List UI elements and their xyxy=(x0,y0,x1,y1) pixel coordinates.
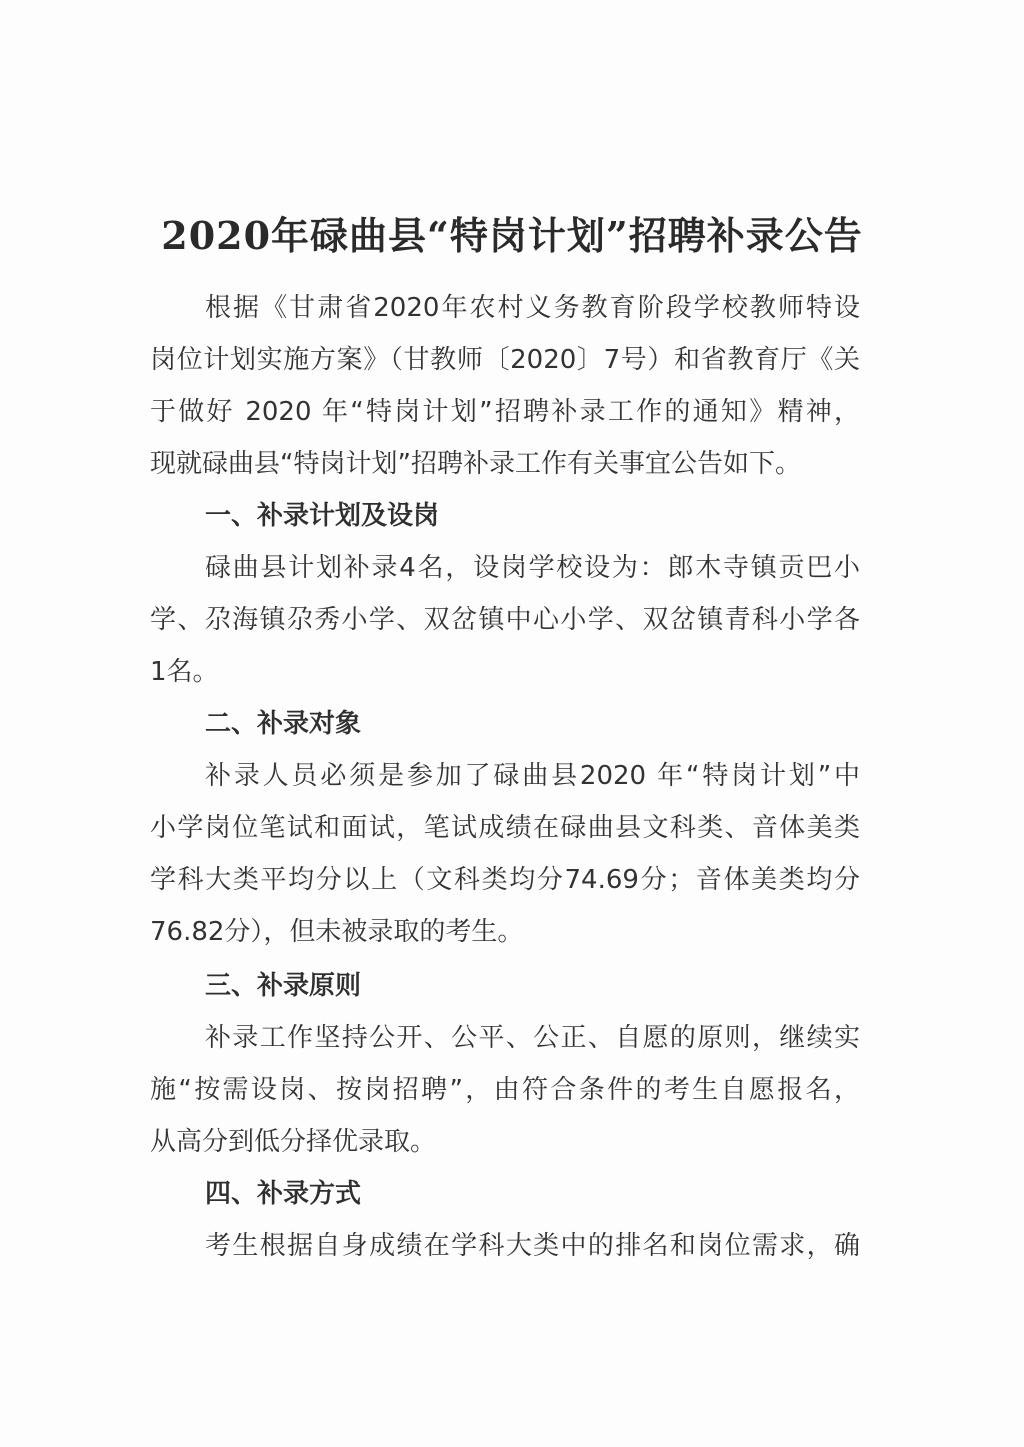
section-3-line-1: 补录工作坚持公开、公平、公正、自愿的原则，继续实 xyxy=(205,1023,860,1053)
section-2-heading: 二、补录对象 xyxy=(205,709,362,739)
section-1-line-1: 碌曲县计划补录4名，设岗学校设为：郎木寺镇贡巴小 xyxy=(205,553,860,583)
intro-line-4: 现就碌曲县“特岗计划”招聘补录工作有关事宜公告如下。 xyxy=(150,449,801,479)
document-title: 2020年碌曲县“特岗计划”招聘补录公告 xyxy=(161,213,863,258)
section-1-line-3: 1名。 xyxy=(150,657,219,687)
section-2-line-4: 76.82分），但未被录取的考生。 xyxy=(150,917,524,947)
intro-line-2: 岗位计划实施方案》（甘教师〔2020〕7号）和省教育厅《关 xyxy=(150,345,860,375)
section-3-line-2: 施“按需设岗、按岗招聘”，由符合条件的考生自愿报名， xyxy=(150,1075,860,1105)
section-3-line-3: 从高分到低分择优录取。 xyxy=(150,1127,437,1157)
section-3-heading: 三、补录原则 xyxy=(205,971,362,1001)
section-2-line-3: 学科大类平均分以上（文科类均分74.69分；音体美类均分 xyxy=(150,865,860,895)
intro-line-3: 于做好 2020 年“特岗计划”招聘补录工作的通知》精神， xyxy=(150,397,860,427)
section-2-line-1: 补录人员必须是参加了碌曲县2020 年“特岗计划”中 xyxy=(205,761,860,791)
section-1-line-2: 学、尕海镇尕秀小学、双岔镇中心小学、双岔镇青科小学各 xyxy=(150,605,860,635)
section-4-heading: 四、补录方式 xyxy=(205,1179,362,1209)
intro-line-1: 根据《甘肃省2020年农村义务教育阶段学校教师特设 xyxy=(205,293,860,323)
section-4-line-1: 考生根据自身成绩在学科大类中的排名和岗位需求，确 xyxy=(205,1231,860,1261)
section-2-line-2: 小学岗位笔试和面试，笔试成绩在碌曲县文科类、音体美类 xyxy=(150,813,860,843)
section-1-heading: 一、补录计划及设岗 xyxy=(205,501,440,531)
